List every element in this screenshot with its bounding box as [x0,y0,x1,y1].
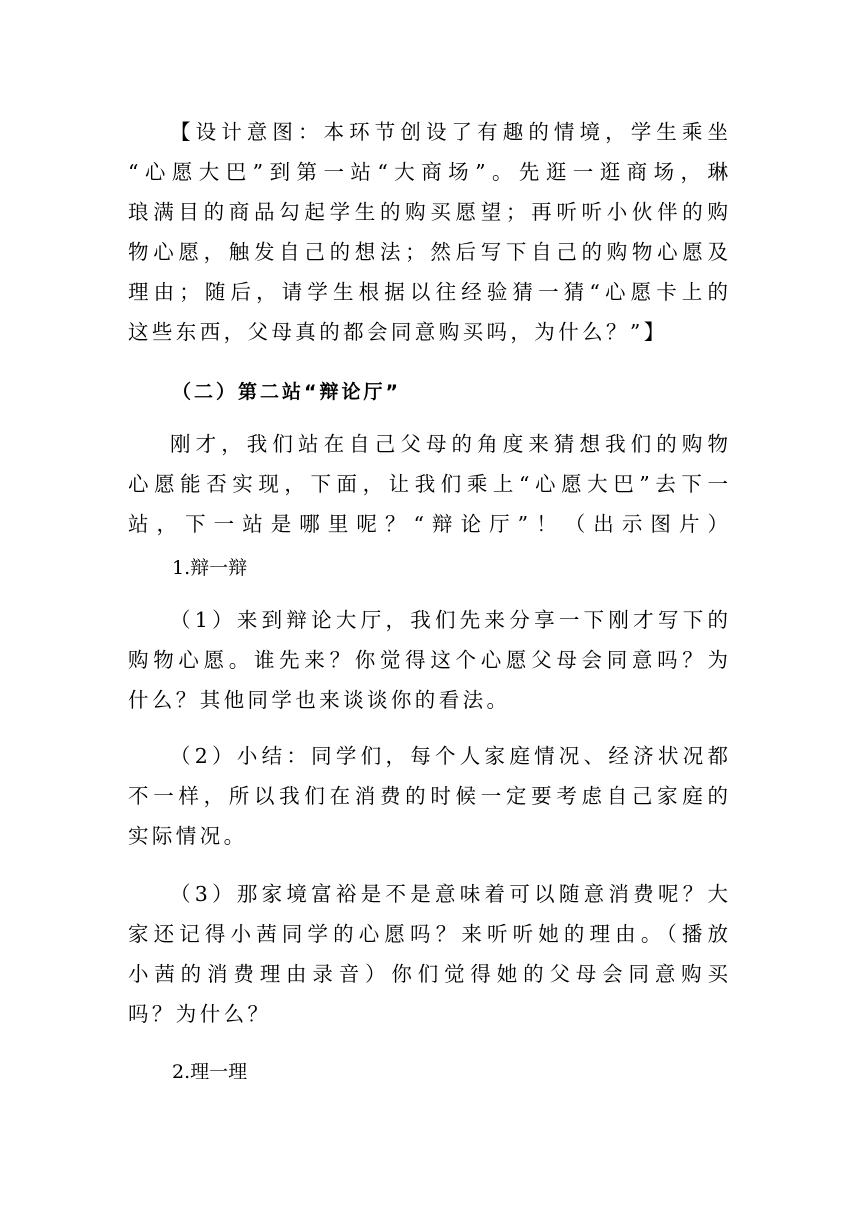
design-intent-line-3: 琅满目的商品勾起学生的购买愿望；再听听小伙伴的购 [128,200,728,224]
item-1-title: 1.辩一辩 [172,557,248,579]
item-1-2-line-3: 实际情况。 [128,824,248,848]
intro-line-1: 刚才，我们站在自己父母的角度来猜想我们的购物 [170,432,728,456]
design-intent-line-6: 这些东西，父母真的都会同意购买吗，为什么？”】 [128,320,668,344]
design-intent-line-5: 理由；随后，请学生根据以往经验猜一猜“心愿卡上的 [128,280,728,304]
design-intent-line-2: “心愿大巴”到第一站“大商场”。先逛一逛商场，琳 [128,160,728,184]
item-1-3-line-4: 吗？为什么？ [128,1002,272,1026]
item-2-title: 2.理一理 [172,1061,248,1083]
design-intent-line-1: 【设计意图：本环节创设了有趣的情境，学生乘坐 [170,120,728,144]
intro-line-2: 心愿能否实现，下面，让我们乘上“心愿大巴”去下一 [128,472,728,496]
design-intent-line-4: 物心愿，触发自己的想法；然后写下自己的购物心愿及 [128,240,728,264]
item-1-1-line-3: 什么？其他同学也来谈谈你的看法。 [128,688,511,712]
item-1-2-line-1: （2）小结：同学们，每个人家庭情况、经济状况都 [170,744,728,768]
item-1-3-line-2: 家还记得小茜同学的心愿吗？来听听她的理由。（播放 [128,922,728,946]
section-heading: （二）第二站“辩论厅” [172,381,401,403]
item-1-1-line-2: 购物心愿。谁先来？你觉得这个心愿父母会同意吗？为 [128,648,728,672]
item-1-3-line-3: 小茜的消费理由录音）你们觉得她的父母会同意购买 [128,962,728,986]
item-1-2-line-2: 不一样，所以我们在消费的时候一定要考虑自己家庭的 [128,784,728,808]
item-1-3-line-1: （3）那家境富裕是不是意味着可以随意消费呢？大 [170,882,728,906]
item-1-1-line-1: （1）来到辩论大厅，我们先来分享一下刚才写下的 [170,608,728,632]
intro-line-3: 站，下一站是哪里呢？“辩论厅”！（出示图片） [128,512,728,536]
